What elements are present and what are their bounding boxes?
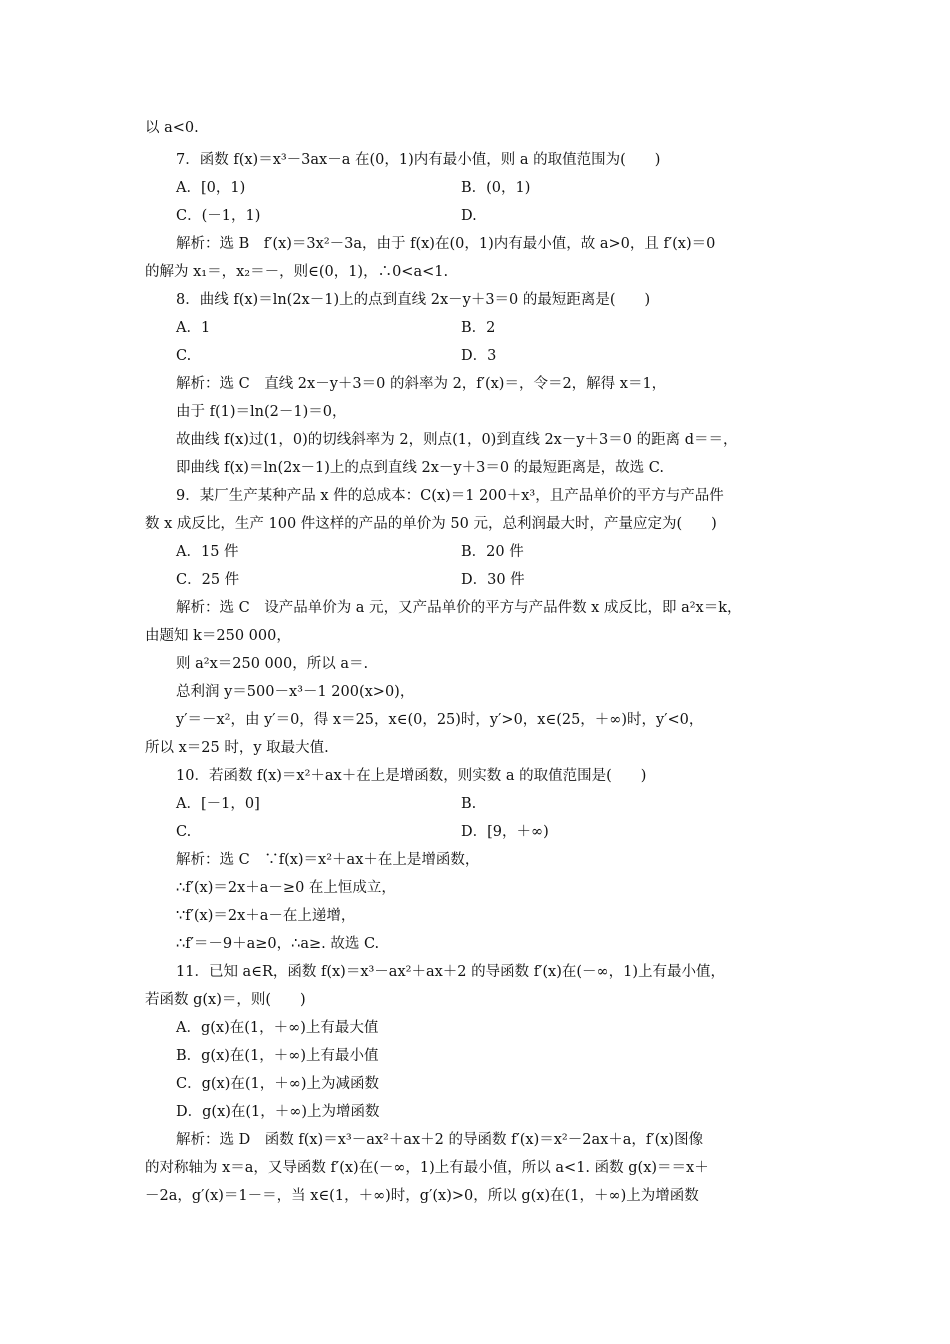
solution-line: 故曲线 f(x)过(1，0)的切线斜率为 2，则点(1，0)到直线 2x－y＋3＝0 的距离 d＝＝，: [176, 432, 738, 448]
question-9: 9．某厂生产某种产品 x 件的总成本：C(x)＝1 200＋x³，且产品单价的平方与产品件: [176, 488, 724, 504]
question-7: 7．函数 f(x)＝x³－3ax－a 在(0，1)内有最小值，则 a 的取值范围为( ): [176, 152, 661, 168]
solution-line: 解析：选 B f′(x)＝3x²－3a，由于 f(x)在(0，1)内有最小值，故 a>0，且 f′(x)＝0: [176, 236, 716, 252]
option-a: A．g(x)在(1，＋∞)上有最大值: [176, 1020, 379, 1036]
solution-line: 解析：选 C ∵f(x)＝x²＋ax＋在上是增函数，: [176, 852, 480, 868]
option-c: C.: [176, 348, 192, 364]
solution-line: －2a，g′(x)＝1－＝，当 x∈(1，＋∞)时，g′(x)>0，所以 g(x)在(1，＋∞)上为增函数: [145, 1188, 699, 1204]
option-c: C．(－1，1): [176, 208, 261, 224]
solution-line: 所以 x＝25 时，y 取最大值.: [145, 740, 329, 756]
question-9-cont: 数 x 成反比，生产 100 件这样的产品的单价为 50 元，总利润最大时，产量应定为( ): [145, 516, 717, 532]
question-10: 10．若函数 f(x)＝x²＋ax＋在上是增函数，则实数 a 的取值范围是( ): [176, 768, 647, 784]
question-8: 8．曲线 f(x)＝ln(2x－1)上的点到直线 2x－y＋3＝0 的最短距离是( ): [176, 292, 651, 308]
option-b: B．20 件: [461, 544, 524, 560]
option-a: A．[0，1): [176, 180, 246, 196]
option-a: A．1: [176, 320, 211, 336]
option-b: B．g(x)在(1，＋∞)上有最小值: [176, 1048, 379, 1064]
question-11: 11．已知 a∈R，函数 f(x)＝x³－ax²＋ax＋2 的导函数 f′(x)在(－∞，1)上有最小值，: [176, 964, 725, 980]
option-b: B．2: [461, 320, 496, 336]
option-c: C.: [176, 824, 192, 840]
option-a: A．[－1，0]: [176, 796, 260, 812]
text-line: 以 a<0.: [145, 120, 199, 136]
question-11-cont: 若函数 g(x)＝，则( ): [145, 992, 306, 1008]
solution-line: 解析：选 C 直线 2x－y＋3＝0 的斜率为 2，f′(x)＝，令＝2，解得 x＝1，: [176, 376, 667, 392]
option-a: A．15 件: [176, 544, 239, 560]
option-d: D．[9，＋∞): [461, 824, 549, 840]
solution-line: 的解为 x₁＝，x₂＝－，则∈(0，1)，∴0<a<1.: [145, 264, 449, 280]
solution-line: y′＝－x²，由 y′＝0，得 x＝25，x∈(0，25)时，y′>0，x∈(25，＋∞)时，y′<0，: [176, 712, 704, 728]
option-b: B．(0，1): [461, 180, 531, 196]
option-c: C．25 件: [176, 572, 240, 588]
solution-line: 由于 f(1)＝ln(2－1)＝0，: [176, 404, 347, 420]
option-b: B.: [461, 796, 477, 812]
option-c: C．g(x)在(1，＋∞)上为减函数: [176, 1076, 379, 1092]
solution-line: 总利润 y＝500－x³－1 200(x>0)，: [176, 684, 415, 700]
option-d: D．g(x)在(1，＋∞)上为增函数: [176, 1104, 380, 1120]
option-d: D.: [461, 208, 477, 224]
solution-line: ∴f′(x)＝2x＋a－≥0 在上恒成立，: [176, 880, 396, 896]
solution-line: 解析：选 D 函数 f(x)＝x³－ax²＋ax＋2 的导函数 f′(x)＝x²－2ax＋a，f′(x)图像: [176, 1132, 704, 1148]
solution-line: 的对称轴为 x＝a，又导函数 f′(x)在(－∞，1)上有最小值，所以 a<1. 函数 g(x)＝＝x＋: [145, 1160, 709, 1176]
solution-line: 则 a²x＝250 000，所以 a＝.: [176, 656, 369, 672]
solution-line: ∴f′＝－9＋a≥0，∴a≥. 故选 C.: [176, 936, 380, 952]
solution-line: 即曲线 f(x)＝ln(2x－1)上的点到直线 2x－y＋3＝0 的最短距离是，故选 C.: [176, 460, 664, 476]
option-d: D．30 件: [461, 572, 525, 588]
solution-line: 由题知 k＝250 000，: [145, 628, 291, 644]
solution-line: ∵f′(x)＝2x＋a－在上递增，: [176, 908, 356, 924]
option-d: D．3: [461, 348, 497, 364]
solution-line: 解析：选 C 设产品单价为 a 元，又产品单价的平方与产品件数 x 成反比，即 a²x＝k，: [176, 600, 742, 616]
